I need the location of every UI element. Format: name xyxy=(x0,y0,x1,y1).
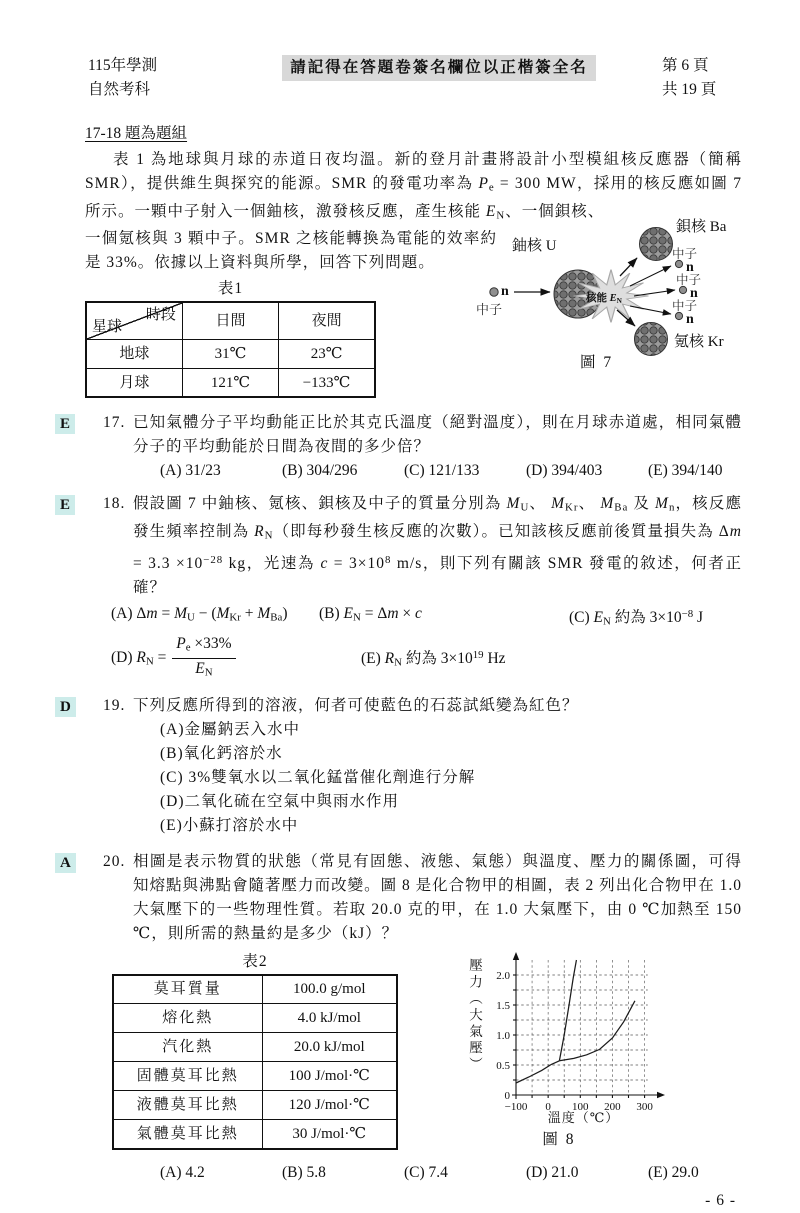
options-row xyxy=(160,1161,742,1185)
table-row xyxy=(86,368,375,397)
table1-block xyxy=(85,277,376,398)
page-indicator xyxy=(662,54,742,102)
option-e: (E)小蘇打溶於水中 xyxy=(160,816,299,834)
option-d: (D) 21.0 xyxy=(526,1163,579,1181)
svg-text:300: 300 xyxy=(636,1100,653,1113)
table1-col-day: 日間 xyxy=(182,302,278,339)
svg-text:−100: −100 xyxy=(504,1100,528,1113)
question-text: 相圖是表示物質的狀態（常見有固態、液態、氣態）與溫度、壓力的關係圖，可得知熔點與沸點會隨著壓力而改變。圖 8 是化合物甲的相圖，表 2 列出化合物甲在 1.0 大氣壓下的一些物理性質。若取 20.0 克的甲，在 1.0 大氣壓下，由 0 ℃加熱至 150 ℃，則所需的熱量約是多少（kJ）？ xyxy=(133,852,742,942)
option-b: (B) 304/296 xyxy=(282,462,358,480)
exam-subject: 自然考科 xyxy=(88,81,151,98)
table1-header-row xyxy=(86,302,375,339)
table2-caption: 表2 xyxy=(242,952,268,970)
group-intro-part2: 一個氪核與 3 顆中子。SMR 之核能轉換為電能的效率約是 33%。依據以上資料與所學，回答下列問題。 xyxy=(85,230,497,272)
table2-and-chart-row xyxy=(112,950,742,1152)
question-number: 20. xyxy=(103,852,126,870)
neutron-label: 中子 xyxy=(476,302,503,317)
table1-corner-top: 時段 xyxy=(145,307,176,324)
option-c: (C) 121/133 xyxy=(404,462,480,480)
options-row xyxy=(111,635,742,681)
table1-earth-label: 地球 xyxy=(86,339,182,368)
svg-text:200: 200 xyxy=(604,1100,621,1113)
phase-diagram-svg xyxy=(486,950,676,1126)
option-b: (B) 5.8 xyxy=(282,1163,326,1181)
option-e: (E) 29.0 xyxy=(648,1163,699,1181)
group-heading: 17-18 題為題組 xyxy=(85,125,188,142)
svg-text:0: 0 xyxy=(504,1089,510,1102)
table-row: 液體莫耳比熱 120 J/mol·℃ xyxy=(113,1091,397,1120)
krypton-nucleus xyxy=(635,323,668,356)
question-text: 假設圖 7 中鈾核、氪核、鋇核及中子的質量分別為 MU、 MKr、 MBa 及 Mn，核反應發生頻率控制為 RN（即每秒發生核反應的次數）。已知該核反應前後質量損失為 $\Delta m = 3.3 \times 10^{-28}$ kg，光速為 $c = 3\times 10^8$ m/s，則下列有關該 SMR 發電的敘述，何者正確？ xyxy=(133,495,742,596)
table1-col-night: 夜間 xyxy=(279,302,375,339)
question-text: 已知氣體分子平均動能正比於其克氏溫度（絕對溫度），則在月球赤道處，相同氣體分子的平均動能於日間為夜間的多少倍？ xyxy=(133,414,742,456)
answer-badge-col xyxy=(55,492,103,681)
question-stem xyxy=(103,492,742,599)
option-d: (D) RN = $\frac{Pe \times 33\%}{EN}$ xyxy=(111,635,361,681)
question-20 xyxy=(55,850,742,1185)
group-intro-part1: 表 1 為地球與月球的赤道日夜均溫。新的登月計畫將設計小型模組核反應器（簡稱 SMR），提供維生與探究的能源。SMR 的發電功率為 Pe = 300 MW，採用的核反應如圖 7 所示。一顆中子射入一個鈾核，激發核反應，產生核能 EN、一個鋇核、 xyxy=(85,151,743,222)
question-body xyxy=(103,694,742,838)
question-stem xyxy=(103,694,742,718)
option-d: (D) 394/403 xyxy=(526,462,603,480)
question-number: 18. xyxy=(103,495,126,513)
option-a: (A) Δm = MU − (MKr + MBa) xyxy=(111,604,288,624)
arrow-to-barium xyxy=(620,258,637,276)
option-a: (A)金屬鈉丟入水中 xyxy=(160,720,301,738)
option-a: (A) 31/23 xyxy=(160,462,221,480)
table-row xyxy=(86,339,375,368)
barium-nucleus xyxy=(640,228,673,261)
question-18 xyxy=(55,492,742,681)
neutron-symbol: n xyxy=(686,260,694,275)
arrow-to-neutron3 xyxy=(630,306,671,314)
svg-text:2.0: 2.0 xyxy=(496,969,510,982)
question-stem xyxy=(103,411,742,459)
option-b: (B) EN = Δm × c xyxy=(319,604,422,624)
arrow-to-neutron1 xyxy=(630,266,671,286)
table-row: 莫耳質量 100.0 g/mol xyxy=(113,975,397,1004)
options-row xyxy=(160,459,742,483)
chart-y-axis-label: 壓力（大氣壓） xyxy=(467,957,482,1074)
exam-year: 115年學測 xyxy=(88,57,158,74)
page-footer: - 6 - xyxy=(705,1191,736,1209)
options-row xyxy=(111,602,742,634)
question-body xyxy=(103,492,742,681)
answer-badge: E xyxy=(55,414,75,434)
table1-diagonal-cell xyxy=(86,302,182,339)
table1-caption: 表1 xyxy=(217,280,244,298)
table2-block xyxy=(112,950,398,1152)
option-b: (B)氧化鈣溶於水 xyxy=(160,744,283,762)
incoming-neutron-dot xyxy=(490,288,498,296)
option-e: (E) RN 約為 $3\times 10^{19}$ Hz xyxy=(361,648,506,669)
neutron-symbol: n xyxy=(686,312,694,327)
option-a: (A) 4.2 xyxy=(160,1163,205,1181)
svg-text:0.5: 0.5 xyxy=(496,1059,510,1072)
table-row: 固體莫耳比熱 100 J/mol·℃ xyxy=(113,1062,397,1091)
question-number: 17. xyxy=(103,414,126,432)
neutron-label: 中子 xyxy=(676,273,702,287)
neutron-symbol: n xyxy=(690,286,698,301)
table1 xyxy=(85,301,376,398)
answer-badge: E xyxy=(55,495,75,515)
neutron-label: 中子 xyxy=(672,247,698,261)
svg-text:1.0: 1.0 xyxy=(496,1029,510,1042)
option-c: (C) 3%雙氧水以二氧化錳當催化劑進行分解 xyxy=(160,768,476,786)
question-body xyxy=(103,411,742,483)
table1-earth-night: 23℃ xyxy=(279,339,375,368)
neutron-symbol: n xyxy=(501,284,509,299)
table-row: 氣體莫耳比熱 30 J/mol·℃ xyxy=(113,1120,397,1149)
question-text: 下列反應所得到的溶液，何者可使藍色的石蕊試紙變為紅色？ xyxy=(133,696,579,714)
figure7-fission-diagram xyxy=(460,218,744,378)
page-number: 第 6 頁 xyxy=(662,57,709,74)
table1-corner-bottom: 星球 xyxy=(92,318,123,335)
table1-earth-day: 31℃ xyxy=(182,339,278,368)
option-e: (E) 394/140 xyxy=(648,462,723,480)
neutron-label: 中子 xyxy=(672,299,698,313)
figure8-phase-diagram xyxy=(462,950,676,1152)
barium-label: 鋇核 Ba xyxy=(676,219,727,235)
answer-badge: D xyxy=(55,697,76,717)
svg-text:0: 0 xyxy=(545,1100,551,1113)
exam-title xyxy=(88,54,216,102)
table1-moon-label: 月球 xyxy=(86,368,182,397)
page-total: 共 19 頁 xyxy=(662,81,717,98)
question-body xyxy=(103,850,742,1185)
question-stem xyxy=(103,850,742,946)
table-row: 熔化熱 4.0 kJ/mol xyxy=(113,1004,397,1033)
answer-badge-col xyxy=(55,694,103,838)
option-c: (C) 7.4 xyxy=(404,1163,448,1181)
figure7-caption: 圖 7 xyxy=(580,354,614,371)
figure8-caption: 圖 8 xyxy=(542,1130,576,1148)
uranium-label: 鈾核 U xyxy=(512,238,557,254)
table1-moon-night: −133℃ xyxy=(279,368,375,397)
question-17 xyxy=(55,411,742,483)
page-header xyxy=(55,54,742,102)
arrow-to-neutron2 xyxy=(634,290,675,296)
answer-badge-col xyxy=(55,850,103,1185)
option-d: (D)二氧化硫在空氣中與雨水作用 xyxy=(160,792,400,810)
svg-text:溫度（℃）: 溫度（℃） xyxy=(547,1109,620,1125)
options-list xyxy=(160,718,742,838)
nuclear-energy-label: 核能 EN xyxy=(586,293,622,305)
answer-badge: A xyxy=(55,853,76,873)
table1-moon-day: 121℃ xyxy=(182,368,278,397)
svg-text:100: 100 xyxy=(572,1100,589,1113)
question-number: 19. xyxy=(103,696,126,714)
option-c: (C) EN 約為 $3\times 10^{-8}$ J xyxy=(569,607,704,628)
table-row: 汽化熱 20.0 kJ/mol xyxy=(113,1033,397,1062)
answer-badge-col xyxy=(55,411,103,483)
krypton-label: 氪核 Kr xyxy=(674,334,724,350)
signature-notice: 請記得在答題卷簽名欄位以正楷簽全名 xyxy=(282,55,596,81)
question-19 xyxy=(55,694,742,838)
svg-text:1.5: 1.5 xyxy=(496,999,510,1012)
header-notice-wrap xyxy=(216,54,662,81)
table2 xyxy=(112,974,398,1150)
